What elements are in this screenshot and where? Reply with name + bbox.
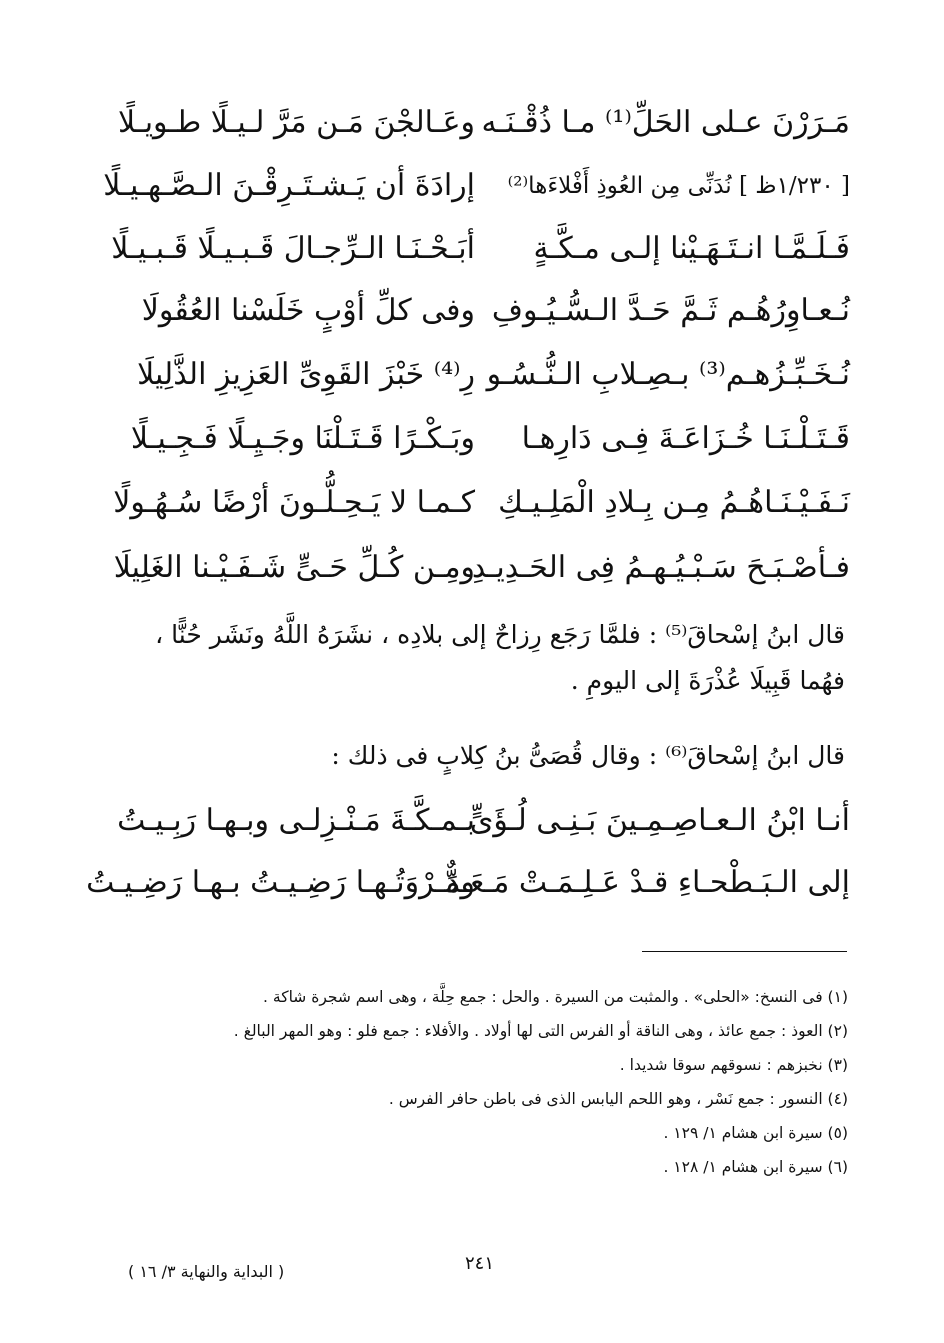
verse-line — [141, 288, 850, 348]
verse-line — [130, 416, 850, 476]
verse-second-hemistich: ومِـن كُـلِّ حَـىٍّ شَـفَـيْـنا الغَلِيلَا — [113, 550, 475, 585]
verse-line — [113, 480, 850, 540]
verse-line — [137, 352, 850, 412]
verse-first-hemistich: إلى الـبَـطْحـاءِ قـدْ عَـلِـمَـتْ مَـعَـدٌّ — [445, 865, 850, 900]
verse-first-hemistich: فَـلَـمَّـا انـتَـهَـيْنا إلـى مـكَّـةٍ — [533, 231, 850, 266]
verse-line — [103, 163, 850, 223]
verse-first-hemistich: نُـعـاوِرُهُـم ثَـمَّ حَـدَّ الـسُّـيُـوفِ — [491, 293, 850, 328]
verse-line — [86, 860, 850, 920]
verse-second-hemistich: أبَـحْـنَـا الـرِّجـالَ قَـبـيـلًا قَـبـيـلًا — [111, 231, 475, 266]
verse-first-hemistich: أنـا ابْنُ الـعـاصِـمِـينَ بَـنِـى لُـؤَىٍّ — [469, 803, 850, 838]
verse-first-hemistich: مَـرَرْنَ عـلى الحَلِّ⁽¹⁾ مـا ذُقْـنَـه — [481, 105, 850, 140]
footnote: (٤) النسور : جمع نَسْر ، وهو اللحم اليابس الذى فى باطن حافر الفرس . — [388, 1090, 848, 1108]
footnote: (٥) سيرة ابن هشام ١/ ١٢٩ . — [663, 1124, 848, 1142]
verse-line — [113, 545, 850, 605]
verse-first-hemistich: فـأصْـبَـحَ سَـبْـيُـهـمُ فِى الحَـدِيـدِ — [471, 550, 850, 585]
verse-second-hemistich: كـمـا لا يَـحِـلُّـونَ أرْضًا سُـهُـولًا — [113, 485, 475, 520]
footnote: (٢) العوذ : جمع عائذ ، وهى الناقة أو الفرس التى لها أولاد . والأفلاء : جمع فلو : وهو المهر البالغ . — [233, 1022, 848, 1040]
footnotes — [160, 980, 848, 1184]
verse-line — [118, 100, 850, 160]
verse-first-hemistich: [ ١/٢٣٠ظ ] نُدَنِّى مِن العُوذِ أَفْلاءَها⁽²⁾ — [507, 173, 850, 199]
prose-paragraph: قال ابنُ إسْحاقَ⁽⁶⁾ : وقال قُصَىُّ بنُ كِلابٍ فى ذلك : — [331, 741, 845, 770]
footnote: (٣) نخبزهم : نسوقهم سوقا شديدا . — [619, 1056, 848, 1074]
verse-first-hemistich: نُـخَـبِّـزُهـم⁽³⁾ بـصِـلابِ الـنُّـسُـو — [486, 357, 850, 392]
verse-second-hemistich: إرادَةَ أن يَـشـتَـرِقْـنَ الـصَّـهـيـلًا — [103, 168, 475, 203]
verse-second-hemistich: رِ⁽⁴⁾ خَبْزَ القَوِىِّ العَزِيزِ الذَّلِيلَا — [137, 357, 475, 392]
verse-first-hemistich: قَـتَـلْـنَـا خُـزَاعَـةَ فِـى دَارِهـا — [521, 421, 850, 456]
verse-second-hemistich: وعَـالجْنَ مَـن مَرَّ لـيـلًا طـويـلًا — [118, 105, 475, 140]
verse-second-hemistich: ومَـرْوَتُـهـا رَضِـيـتُ بـهـا رَضِـيـتُ — [86, 865, 475, 900]
footnote: (١) فى النسخ: «الحلى» . والمثبت من السيرة . والحل : جمع حِلَّة ، وهى اسم شجرة شاكة . — [263, 988, 848, 1006]
running-title: ( البداية والنهاية ٣/ ١٦ ) — [128, 1262, 285, 1281]
verse-second-hemistich: وبَـكْـرًا قَـتَـلْنَا وجَـيِـلًا فَـجِـيـلًا — [130, 421, 475, 456]
prose-paragraph: قال ابنُ إسْحاقَ⁽⁵⁾ : فلمَّا رَجَع رِزاحٌ إلى بلادِه ، نشَرَهُ اللَّهُ ونَشَر حُنًّا ، فهُما قَبِيلَا عُذْرَةَ إلى اليومِ . — [155, 620, 845, 695]
page-number: ٢٤١ — [465, 1253, 495, 1274]
verse-second-hemistich: وفى كلِّ أوْبٍ خَلَسْنا العُقُولَا — [141, 293, 475, 328]
verse-line — [111, 226, 850, 286]
verse-second-hemistich: بـمـكَّـةَ مَـنْـزِلـى وبـهـا رَبِـيـتُ — [117, 803, 475, 838]
verse-line — [117, 798, 850, 858]
footnote: (٦) سيرة ابن هشام ١/ ١٢٨ . — [663, 1158, 848, 1176]
footnote-separator — [642, 951, 847, 952]
verse-first-hemistich: نَـفَـيْـنَـاهُـمُ مِـن بِـلادِ الْمَلِـيـكِ — [498, 485, 850, 520]
